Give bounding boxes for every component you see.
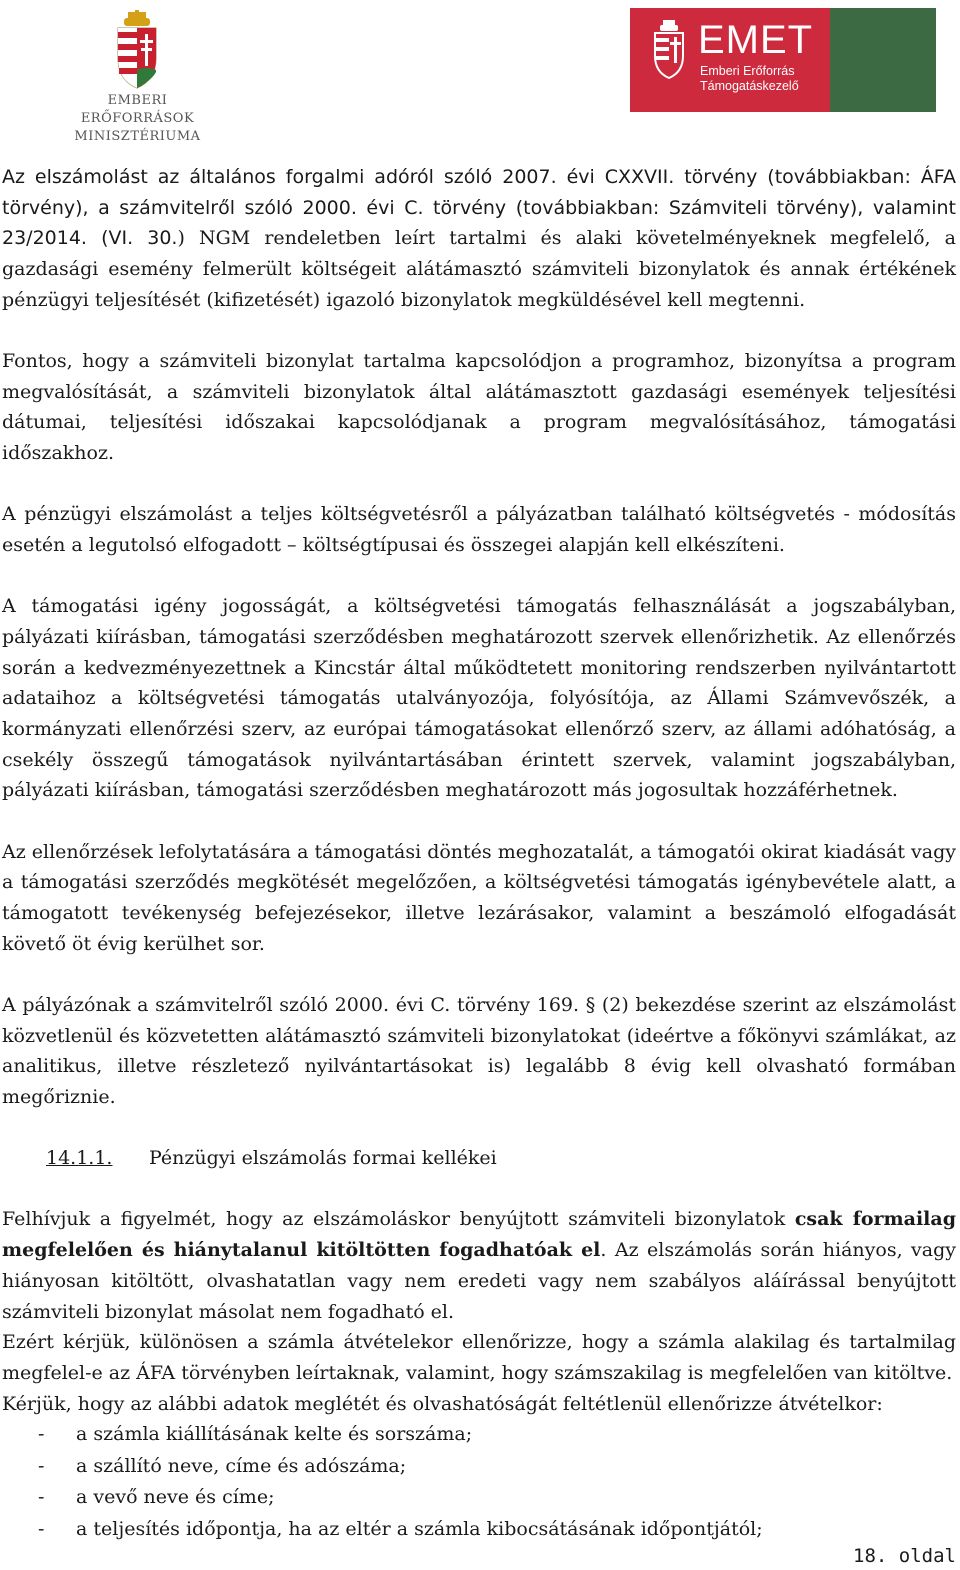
section-number: 14.1.1. (46, 1147, 113, 1170)
emet-logo-green-block (830, 8, 936, 112)
paragraph-3: A pénzügyi elszámolást a teljes költségvetésről a pályázatban található költségvetés - módosítás esetén a legutolsó elfogadott – költségtípusai és összegei alapján kell elkészíteni. (2, 503, 956, 557)
paragraph-5: Az ellenőrzések lefolytatására a támogatási döntés meghozatalát, a támogatói okirat kiadását vagy a támogatási szerződés megkötését megelőzően, a költségvetési támogatás igénybevétele alatt, a támogatott tevékenység befejezésekor, illetve lezárásakor, valamint a beszámoló elfogadását követő öt évig kerülhet sor. (2, 840, 956, 955)
paragraph-4: A támogatási igény jogosságát, a költségvetési támogatás felhasználását a jogszabályban, pályázati kiírásban, támogatási szerződésben meghatározott szervek ellenőrizhetik. Az ellenőrzés során a kedvezményezettnek a Kincstár által működtetett monitoring rendszerben nyilvántartott adataihoz a költségvetési támogatás utalványozója, folyósítója, az Állami Számvevőszék, a kormányzati ellenőrzési szerv, az európai támogatásokat ellenőrző szerv, az állami adóhatóság, a csekély összegű támogatások nyilvántartásában érintett szervek, valamint jogszabályban, pályázati kiírásban, támogatási szerződésben meghatározott más jogosultak hozzáférhetnek. (2, 595, 956, 802)
emet-title: EMET (698, 18, 814, 62)
ministry-logo (50, 10, 225, 144)
paragraph-2: Fontos, hogy a számviteli bizonylat tartalma kapcsolódjon a programhoz, bizonyítsa a program megvalósítását, a számviteli bizonylatok által alátámasztott gazdasági események teljesítési dátumai, teljesítési időszakai kapcsolódjanak a program megvalósításához, támogatási időszakhoz. (2, 350, 956, 465)
list-item: - a számla kiállításának kelte és sorszáma; (38, 1423, 473, 1446)
emet-crest-icon (652, 20, 686, 80)
list-item: - a vevő neve és címe; (38, 1486, 275, 1509)
document-body (2, 162, 956, 1545)
coat-of-arms-icon (112, 10, 162, 90)
section-heading (2, 1143, 956, 1174)
paragraph-1: Az elszámolást az általános forgalmi adóról szóló 2007. évi CXXVII. törvény (továbbiakban: ÁFA törvény), a számvitelről szóló 2000. évi C. törvény (továbbiakban: Számviteli törvény), valamint 23/2014. (VI. 30.) NGM rendeletben leírt tartalmi és alaki követelményeknek megfelelő, a gazdasági esemény felmerült költségeit alátámasztó számviteli bizonylatok és annak értékének pénzügyi teljesítését (kifizetését) igazoló bizonylatok megküldésével kell megtenni. (2, 166, 956, 311)
list-item: - a szállító neve, címe és adószáma; (38, 1454, 407, 1477)
paragraph-8: Ezért kérjük, különösen a számla átvételekor ellenőrizze, hogy a számla alakilag és tartalmilag megfelel-e az ÁFA törvényben leírtaknak, valamint, hogy számszakilag is megfelelően van kitöltve. (2, 1331, 956, 1384)
ministry-name: EMBERI ERŐFORRÁSOK MINISZTÉRIUMA (74, 93, 201, 144)
section-title: Pénzügyi elszámolás formai kellékei (149, 1147, 497, 1170)
paragraph-9: Kérjük, hogy az alábbi adatok meglétét és olvashatóságát feltétlenül ellenőrizze átvételkor: (2, 1392, 883, 1415)
emet-logo (630, 8, 936, 112)
page-number: 18. oldal (853, 1545, 956, 1567)
paragraph-6: A pályázónak a számvitelről szóló 2000. évi C. törvény 169. § (2) bekezdése szerint az elszámolást közvetlenül és közvetetten alátámasztó számviteli bizonylatokat (ideértve a főkönyvi számlákat, az analitikus, illetve részletező nyilvántartásokat is) legalább 8 évig kell olvasható formában megőriznie. (2, 993, 956, 1109)
requirement-list (2, 1419, 956, 1545)
list-item: - a teljesítés időpontja, ha az eltér a számla kibocsátásának időpontjától; (38, 1517, 763, 1540)
emphasis-text: csak formailag megfelelően és hiánytalanul kitöltötten fogadhatóak el (2, 1208, 956, 1262)
emet-subtitle: Emberi Erőforrás Támogatáskezelő (700, 64, 799, 93)
paragraph-7: Felhívjuk a figyelmét, hogy az elszámoláskor benyújtott számviteli bizonylatok csak formailag megfelelően és hiánytalanul kitöltötten fogadhatóak el. Az elszámolás során hiányos, vagy hiányosan kitöltött, olvashatatlan vagy nem eredeti vagy nem szabályos aláírással benyújtott számviteli bizonylat másolat nem fogadható el. (2, 1208, 956, 1323)
